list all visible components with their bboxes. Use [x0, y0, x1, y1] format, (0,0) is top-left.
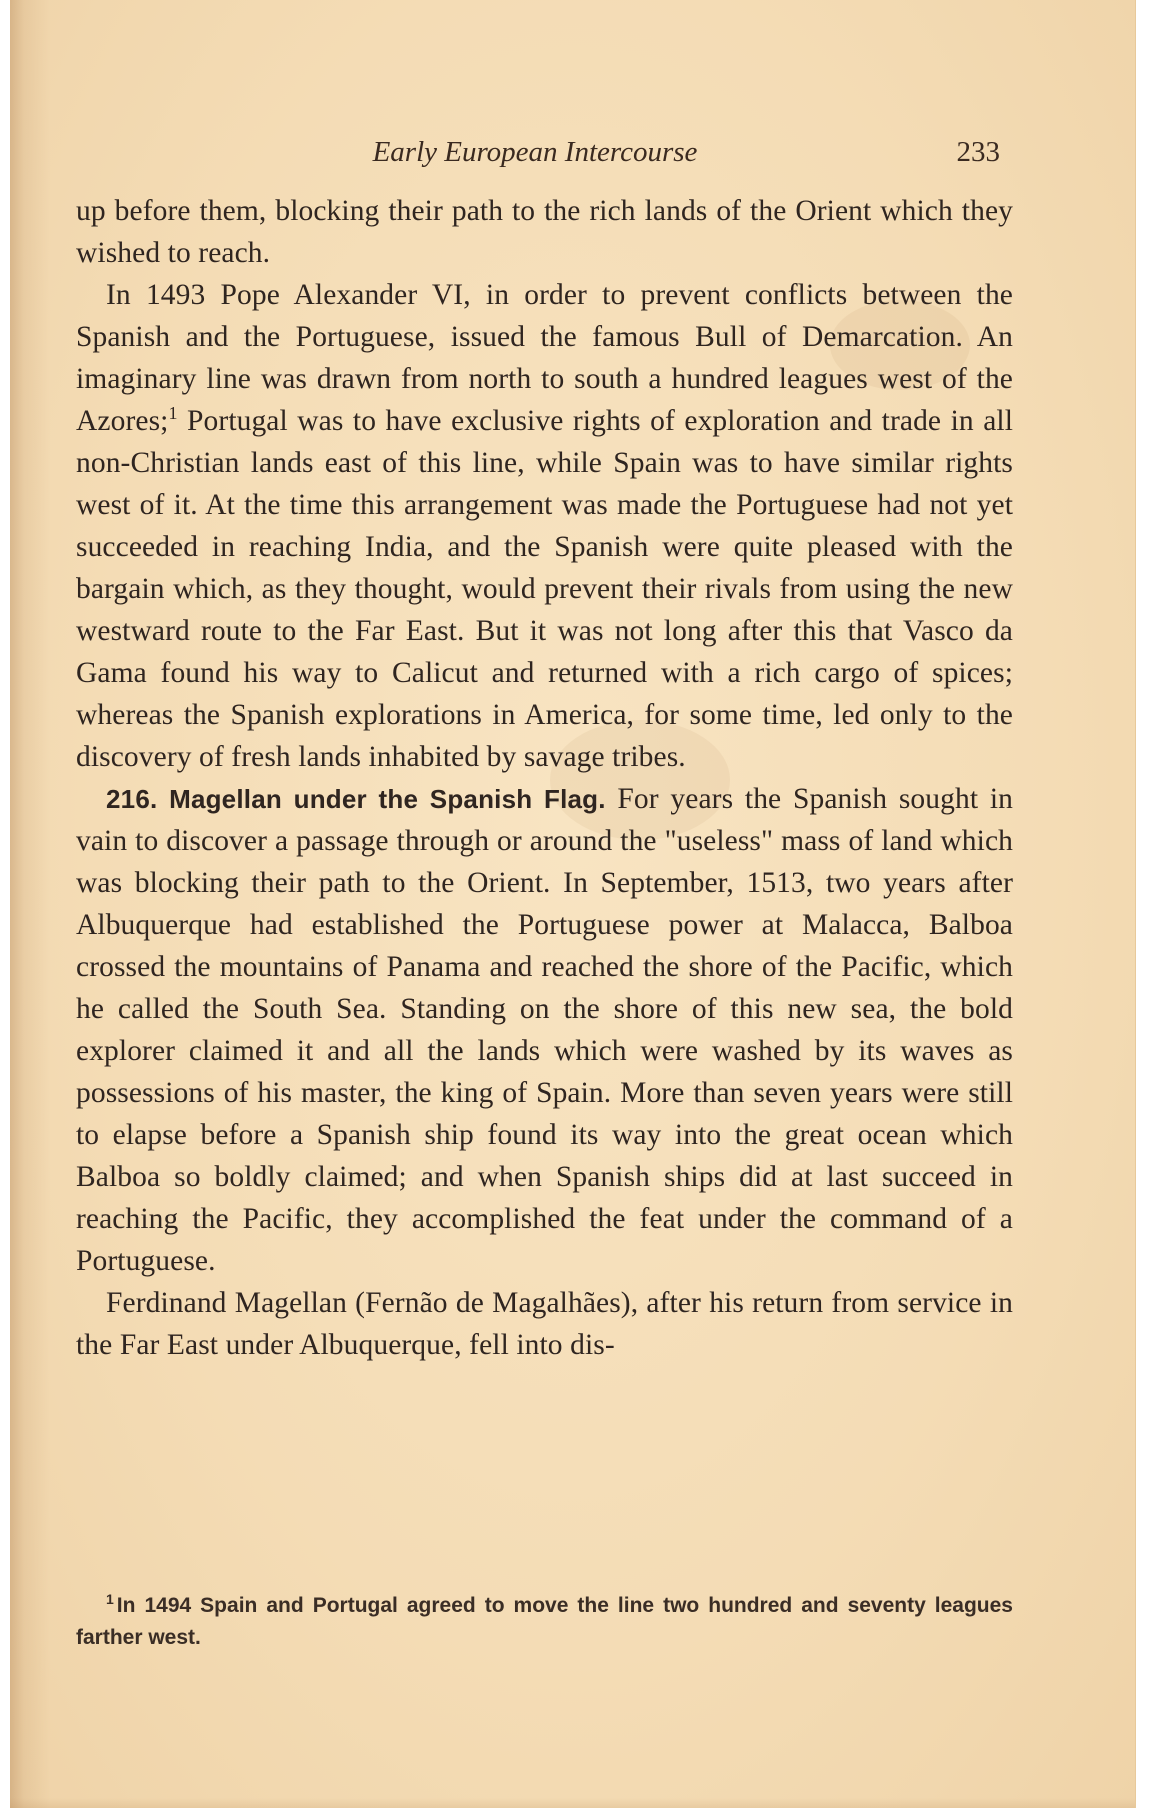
section-heading: 216. Magellan under the Spanish Flag.	[106, 784, 606, 814]
paragraph	[76, 1282, 1013, 1366]
paragraph-text: Portugal was to have exclusive rights of exploration and trade in all non-Christian lands east of this line, while Spain was to have similar rights west of it. At the time this arrangement was made the Portuguese had not yet succeeded in reaching India, and the Spanish were quite pleased with the bargain which, as they thought, would prevent their rivals from using the new westward route to the Far East. But it was not long after this that Vasco da Gama found his way to Calicut and returned with a rich cargo of spices; whereas the Spanish explorations in America, for some time, led only to the discovery of fresh lands inhabited by savage tribes.	[76, 405, 1013, 773]
paragraph-text: For years the Spanish sought in vain to discover a passage through or around the "useless" mass of land which was blocking their path to the Orient. In September, 1513, two years after Albuquerque had established the Portuguese power at Malacca, Balboa crossed the mountains of Panama and reached the shore of the Pacific, which he called the South Sea. Standing on the shore of this new sea, the bold explorer claimed it and all the lands which were washed by its waves as possessions of his master, the king of Spain. More than seven years were still to elapse before a Spanish ship found its way into the great ocean which Balboa so boldly claimed; and when Spanish ships did at last succeed in reaching the Pacific, they accomplished the feat under the command of a Portuguese.	[76, 783, 1013, 1277]
paragraph	[76, 778, 1013, 1282]
body-text	[76, 190, 1013, 1366]
footnote-marker: 1	[106, 1591, 114, 1607]
page-number: 233	[956, 136, 1000, 168]
footnote-text: In 1494 Spain and Portugal agreed to move the line two hundred and seventy leagues farther west.	[76, 1594, 1013, 1649]
footnote	[76, 1590, 1013, 1654]
paragraph-text: up before them, blocking their path to the rich lands of the Orient which they wished to reach.	[76, 195, 1013, 269]
paragraph	[76, 190, 1013, 274]
paragraph	[76, 274, 1013, 778]
footnote-reference[interactable]: 1	[168, 403, 178, 424]
footnote-paragraph	[76, 1590, 1013, 1654]
book-page	[10, 0, 1135, 1808]
paragraph-text: In 1493 Pope Alexander VI, in order to prevent conflicts between the Spanish and the Portuguese, issued the famous Bull of Demarcation. An imaginary line was drawn from north to south a hundred leagues west of the Azores;	[76, 279, 1013, 437]
running-head	[70, 128, 1000, 176]
page-edge	[10, 1798, 1135, 1808]
paragraph-text: Ferdinand Magellan (Fernão de Magalhães), after his return from service in the Far East under Albuquerque, fell into dis-	[76, 1287, 1013, 1361]
running-title: Early European Intercourse	[372, 136, 698, 168]
